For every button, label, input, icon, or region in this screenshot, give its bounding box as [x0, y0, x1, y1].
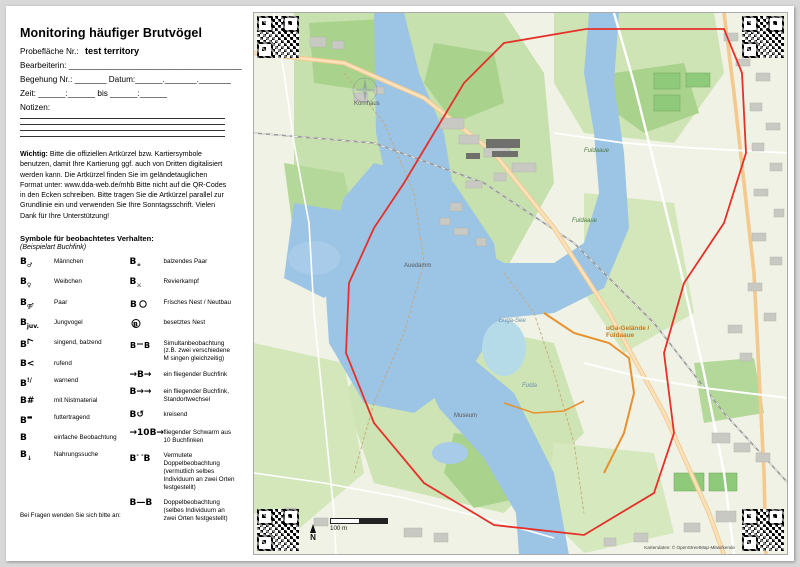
- qr-finder-icon: [742, 509, 758, 525]
- visit-date-field[interactable]: Begehung Nr.: _______ Datum:______._______._______: [20, 75, 231, 84]
- symbol-simple-observation-icon: B: [20, 432, 27, 443]
- symbol-female-icon: $B_♀$: [20, 277, 32, 290]
- legend-label: Vermutete Doppelbeobachtung (vermutlich selbes Individuum an zwei Orten festgestellt): [163, 452, 235, 491]
- legend-item: [130, 387, 236, 404]
- legend-item: [20, 298, 126, 312]
- legend-item: [20, 277, 126, 291]
- legend-item: [130, 318, 236, 332]
- legend-label: Revierkampf: [163, 278, 199, 286]
- map-area[interactable]: [253, 12, 788, 555]
- legend-label: Doppelbeobachtung (selbes Individuum an zwei Orten festgestellt): [163, 498, 228, 522]
- occupied-nest-symbol-svg: [130, 318, 156, 329]
- symbol-simultaneous-icon: [130, 339, 164, 353]
- legend-item: [20, 450, 126, 464]
- legend-item: [20, 413, 126, 426]
- symbol-calling-icon: B<: [20, 358, 35, 369]
- legend-item: [130, 257, 236, 271]
- map-canvas[interactable]: [254, 13, 788, 555]
- north-arrow-label: N: [310, 533, 316, 542]
- plot-number-value: test territory: [85, 46, 140, 56]
- legend-label: Jungvogel: [54, 318, 83, 326]
- symbols-heading: Symbole für beobachtetes Verhalten:: [20, 233, 154, 243]
- svg-text:B: B: [129, 299, 137, 309]
- symbol-flying-relocating-icon: B→→: [129, 387, 152, 398]
- legend-item: [20, 396, 126, 407]
- scale-bar-graphic: [330, 518, 388, 524]
- symbol-male-icon: $B_♂$: [20, 256, 33, 269]
- notes-line-4[interactable]: [20, 135, 225, 137]
- map-scale-bar: [330, 518, 388, 532]
- qr-finder-icon: [283, 509, 299, 525]
- north-arrow-icon: [310, 524, 316, 542]
- svg-text:B: B: [143, 340, 150, 350]
- symbol-foraging-icon: $B_↓$: [20, 450, 32, 462]
- legend-label: Frisches Nest / Neutbau: [163, 298, 232, 306]
- map-label-fuldaaue-north: Fuldaaue: [584, 148, 610, 154]
- qr-finder-icon: [257, 535, 273, 551]
- symbols-legend: [20, 257, 235, 529]
- legend-label: einfache Beobachtung: [54, 433, 117, 441]
- qr-code-top-right: [742, 16, 784, 58]
- time-field[interactable]: Zeit: ______:______ bis ______:______: [20, 89, 168, 98]
- legend-item: [20, 359, 126, 370]
- legend-label: rufend: [54, 359, 72, 367]
- symbol-flock-icon: →10B→: [129, 427, 164, 438]
- legend-item: [130, 370, 236, 381]
- legend-item: [20, 338, 126, 352]
- svg-text:B: B: [132, 320, 138, 329]
- qr-code-top-left: [257, 16, 299, 58]
- qr-finder-icon: [768, 509, 784, 525]
- qr-finder-icon: [257, 16, 273, 32]
- qr-finder-icon: [257, 509, 273, 525]
- svg-text:B: B: [20, 340, 27, 350]
- simultaneous-symbol-svg: [130, 339, 160, 350]
- symbol-double-observation-icon: B—B: [129, 497, 153, 508]
- footer-contact: Bei Fragen wenden Sie sich bitte an:: [20, 512, 121, 519]
- plot-number-label: Probefläche Nr.:: [20, 47, 79, 56]
- map-attribution: Kartendaten: © OpenStreetMap-Mitwirkende: [644, 545, 735, 550]
- legend-item: [130, 428, 236, 445]
- symbol-pair-icon: $B_⚤$: [20, 297, 34, 310]
- form-page: [6, 6, 794, 561]
- legend-item: [20, 433, 126, 444]
- legend-item: [20, 318, 126, 332]
- legend-label: singend, balzend: [54, 339, 102, 347]
- qr-finder-icon: [742, 16, 758, 32]
- map-label-fulda: Fulda: [522, 383, 538, 389]
- symbol-food-carrying-icon: B▬: [20, 414, 33, 427]
- legend-label: futtertragend: [54, 414, 90, 422]
- legend-item: [130, 298, 236, 312]
- legend-label: besetztes Nest: [163, 319, 206, 327]
- qr-finder-icon: [257, 42, 273, 58]
- symbol-territory-fight-icon: $B_⚔$: [129, 277, 142, 290]
- qr-finder-icon: [742, 42, 758, 58]
- qr-finder-icon: [283, 16, 299, 32]
- legend-item: [130, 498, 236, 523]
- legend-label: warnend: [54, 377, 79, 385]
- fresh-nest-symbol-svg: [130, 298, 156, 309]
- legend-item: [130, 277, 236, 291]
- qr-finder-icon: [742, 535, 758, 551]
- editor-field[interactable]: Bearbeiterin: ______________________________________: [20, 61, 242, 70]
- notes-line-3[interactable]: [20, 129, 225, 131]
- symbols-column-left: [20, 257, 126, 529]
- map-label-kornhaus: Kornhaus: [354, 101, 380, 107]
- map-label-uga-gelaende: uGa-Gelände / Fuldaaue: [606, 325, 650, 339]
- legend-label: kreisend: [163, 411, 188, 419]
- legend-item: [20, 257, 126, 271]
- symbol-fresh-nest-icon: [130, 298, 164, 312]
- symbol-circling-icon: B↺: [129, 410, 144, 421]
- legend-label: Männchen: [54, 257, 84, 265]
- legend-label: Paar: [54, 298, 68, 306]
- notes-line-1[interactable]: [20, 117, 225, 119]
- important-notice-label: Wichtig:: [20, 150, 48, 158]
- important-notice: [20, 149, 228, 221]
- symbol-courting-pair-icon: $B_⚭$: [129, 256, 142, 269]
- notes-label: Notizen:: [20, 103, 51, 112]
- important-notice-text: Bitte die offiziellen Artkürzel bzw. Kartiersymbole benutzen, damit Ihre Kartierung ggf. auch von Dritten digitalisiert werden kann. Die Artkürzel finden Sie im geländetauglichen Format unter: www.dda-web.de/mhb Bitte nicht auf die QR-Codes in den Ecken schreiben. Bitte tragen Sie die Artkürzel parallel zur Grundlinie ein und verwenden Sie Ihre Sonntagsschrift. Vielen Dank für Ihre Unterstützung!: [20, 150, 227, 220]
- legend-label: Weibchen: [54, 278, 82, 286]
- legend-label: balzendes Paar: [163, 257, 208, 265]
- symbol-suspected-double-icon: B- -B: [129, 452, 151, 465]
- map-label-fuldaaue-mid: Fuldaaue: [572, 218, 598, 224]
- map-label-museum: Museum: [454, 413, 478, 419]
- page-title: Monitoring häufiger Brutvögel: [20, 26, 203, 40]
- symbols-column-right: [130, 257, 236, 529]
- legend-label: Nahrungssuche: [54, 451, 99, 459]
- symbol-flying-icon: →B→: [129, 369, 152, 380]
- svg-text:B: B: [129, 340, 136, 350]
- symbol-warning-icon: B!/: [20, 377, 32, 390]
- legend-label: Simultanbeobachtung (z.B. zwei verschiedene M singen gleichzeitig): [163, 339, 230, 363]
- legend-label: fliegender Schwarm aus 10 Buchfinken: [163, 428, 232, 444]
- north-arrow-triangle: [310, 524, 316, 533]
- plot-number-row: [20, 46, 241, 56]
- symbol-occupied-nest-icon: [130, 318, 164, 332]
- map-label-buga-see: Buga-See: [499, 318, 526, 324]
- singing-symbol-svg: [20, 338, 46, 349]
- legend-item: [20, 376, 126, 389]
- legend-item: [130, 451, 236, 491]
- legend-label: ein fliegender Buchfink, Standortwechsel: [163, 388, 229, 403]
- symbol-singing-icon: [20, 338, 54, 352]
- symbol-juvenile-icon: $B_{juv.}$: [20, 317, 39, 330]
- form-panel: [6, 6, 251, 561]
- qr-code-bottom-right: [742, 509, 784, 551]
- legend-item: [130, 339, 236, 364]
- legend-label: mit Nistmaterial: [54, 396, 98, 404]
- scale-bar-label: 100 m: [330, 525, 348, 532]
- legend-item: [130, 410, 236, 421]
- qr-finder-icon: [768, 16, 784, 32]
- legend-label: ein fliegender Buchfink: [163, 370, 228, 378]
- symbol-nest-material-icon: B#: [20, 395, 35, 406]
- map-label-auedamm: Auedamm: [404, 263, 432, 269]
- symbols-subheading: (Beispielart Buchfink): [20, 243, 87, 251]
- notes-line-2[interactable]: [20, 123, 225, 125]
- qr-code-bottom-left: [257, 509, 299, 551]
- notes-lines[interactable]: [20, 117, 241, 137]
